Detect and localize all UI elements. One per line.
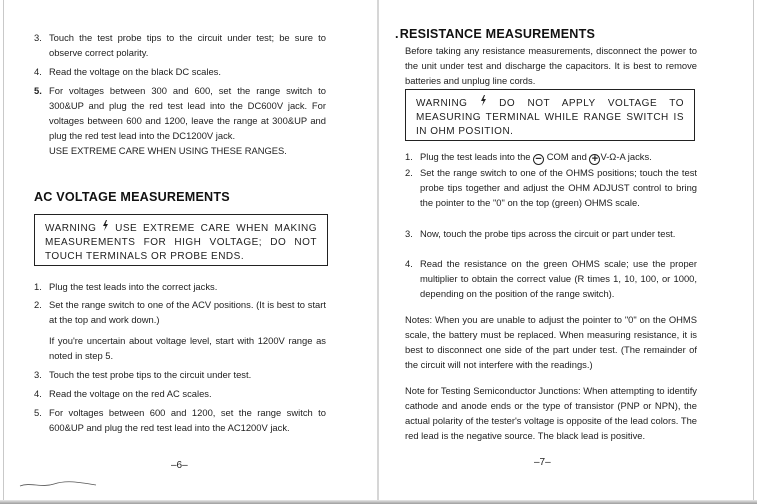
lightning-icon [480, 98, 499, 109]
notes-paragraph [405, 312, 697, 372]
dc-caution: USE EXTREME CARE WHEN USING THESE RANGES. [49, 145, 287, 156]
item-number: 3. [405, 228, 413, 239]
warning-text: USE EXTREME CARE WHEN MAKING MEASUREMENTS FOR HIGH VOLTAGE; DO NOT TOUCH TERMINALS OR PROBE ENDS. [45, 223, 317, 262]
item-number: 3. [34, 32, 42, 43]
item-text: For voltages between 300 and 600, set the range switch to 300&UP and plug the red test lead into the DC600V jack. For voltages between 600 and 1200, leave the range at 300&UP and plug the red test lead into the DC1200V jack. [49, 85, 326, 141]
item-text: Touch the test probe tips to the circuit under test. [49, 369, 252, 380]
item-number: 2. [405, 167, 413, 178]
item-text-c: V-Ω-A jacks. [600, 151, 652, 162]
page-number: –6– [171, 460, 188, 471]
bullet-dot: . [395, 27, 399, 41]
dc-item-3 [34, 30, 326, 60]
resistance-intro [405, 43, 697, 88]
ac-item-2 [34, 297, 326, 327]
lightning-icon [102, 223, 115, 234]
item-number: 4. [34, 388, 42, 399]
item-number: 1. [405, 151, 413, 162]
item-text: Touch the test probe tips to the circuit under test; be sure to observe correct polarity. [49, 32, 326, 58]
item-number: 4. [405, 258, 413, 269]
minus-circle-icon [533, 154, 544, 165]
item-number: 5. [34, 407, 42, 418]
item-number: 3. [34, 369, 42, 380]
res-item-1 [405, 149, 697, 165]
page-edge-right [753, 0, 754, 504]
item-text: Read the resistance on the green OHMS scale; use the proper multiplier to obtain the correct value (R times 1, 10, 100, or 1000, depending on the position of the range switch). [420, 258, 697, 299]
item-text-a: Plug the test leads into the [420, 151, 531, 162]
item-number: 1. [34, 281, 42, 292]
ac-heading: AC VOLTAGE MEASUREMENTS [34, 190, 230, 204]
dc-item-5 [34, 83, 326, 158]
right-page [378, 0, 757, 504]
item-number: 4. [34, 66, 42, 77]
semiconductor-note [405, 383, 697, 443]
resistance-heading [395, 27, 595, 41]
intro-text: Before taking any resistance measurements, disconnect the power to the unit under test and discharge the capacitors. It is best to remove batteries and unplug line cords. [405, 45, 697, 86]
warning-label: WARNING [45, 223, 97, 234]
ac-item-4 [34, 386, 326, 401]
item-text [420, 149, 697, 165]
bottom-shadow [0, 500, 757, 504]
resistance-heading-text: RESISTANCE MEASUREMENTS [399, 27, 596, 41]
notes-text: Notes: When you are unable to adjust the pointer to "0" on the OHMS scale, the battery must be replaced. When measuring resistance, it is best to disconnect one side of the part under test. (The remainder of the circuit will not interfere with the readings.) [405, 314, 697, 370]
page-edge-left [3, 0, 4, 504]
item-number: 5. [34, 85, 42, 96]
warning-label: WARNING [416, 98, 468, 109]
left-page [0, 0, 378, 504]
minus-symbol: − [535, 154, 542, 166]
ac-item-5 [34, 405, 326, 435]
item-text: Plug the test leads into the correct jacks. [49, 281, 218, 292]
ac-item-3 [34, 367, 326, 382]
item-text: Set the range switch to one of the ACV positions. (It is best to start at the top and work down.) [49, 299, 326, 325]
ac-item-2-note [34, 333, 326, 363]
plus-circle-icon [589, 154, 600, 165]
item-text: Set the range switch to one of the OHMS positions; touch the test probe tips together and adjust the OHM ADJUST control to bring the pointer to the "0" on the top (green) OHMS scale. [420, 167, 697, 208]
plus-symbol: + [591, 154, 599, 166]
page-number: –7– [534, 457, 551, 468]
warning-text: DO NOT APPLY VOLTAGE TO MEASURING TERMINAL WHILE RANGE SWITCH IS IN OHM POSITION. [416, 98, 684, 137]
dc-item-4 [34, 64, 326, 79]
item-text: Read the voltage on the red AC scales. [49, 388, 212, 399]
item-text-b: COM and [546, 151, 587, 162]
item-number: 2. [34, 299, 42, 310]
semiconductor-text: Note for Testing Semiconductor Junctions: When attempting to identify cathode and anode ends or the type of transistor (PNP or NPN), the actual polarity of the tester's voltage is opposite of the lead colors. The red lead is the negative source. The black lead is positive. [405, 385, 697, 441]
resistance-warning-box [405, 89, 695, 141]
item-text: For voltages between 600 and 1200, set the range switch to 600&UP and plug the red test lead into the AC1200V jack. [49, 407, 326, 433]
res-item-4 [405, 256, 697, 301]
item-text: Read the voltage on the black DC scales. [49, 66, 221, 77]
ac-item-1 [34, 279, 326, 294]
ac-warning-box [34, 214, 328, 266]
pen-mark [18, 476, 98, 490]
res-item-3 [405, 226, 697, 241]
res-item-2 [405, 165, 697, 210]
item-text: Now, touch the probe tips across the circuit or part under test. [420, 228, 676, 239]
item-text: If you're uncertain about voltage level, start with 1200V range as noted in step 5. [49, 335, 326, 361]
